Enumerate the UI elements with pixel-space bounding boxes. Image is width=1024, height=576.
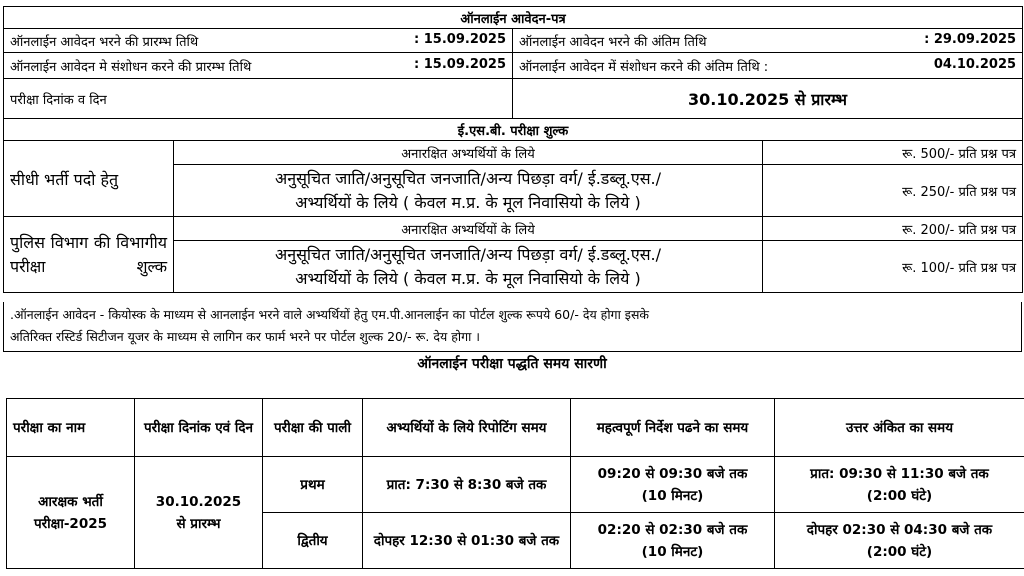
police-reserved-line-2: अभ्यर्थियों के लिये ( केवल म.प्र. के मूल निवासियो के लिये ) (295, 268, 641, 288)
exam-date (135, 457, 263, 569)
application-title: ऑनलाईन आवेदन-पत्र (4, 7, 1023, 29)
instructions-first-duration: (10 मिनट) (641, 487, 704, 504)
header-reporting: अभ्यर्थियों के लिये रिपोटिंग समय (363, 399, 571, 457)
correction-last-label: ऑनलाईन आवेदन में संशोधन करने की अंतिम तिथि : (519, 59, 769, 75)
police-unreserved-fee: रू. 200/- प्रति प्रश्न पत्र (763, 217, 1023, 241)
header-exam-date: परीक्षा दिनांक एवं दिन (135, 399, 263, 457)
table-row (7, 457, 1024, 513)
shift-second: द्वितीय (263, 513, 363, 569)
direct-reserved-fee: रू. 250/- प्रति प्रश्न पत्र (763, 165, 1023, 217)
correction-start-label: ऑनलाईन आवेदन मे संशोधन करने की प्रारम्भ तिथि (10, 59, 252, 75)
last-date-value: : 29.09.2025 (924, 31, 1017, 47)
instructions-second (571, 513, 775, 569)
direct-reserved-line-2: अभ्यर्थियों के लिये ( केवल म.प्र. के मूल निवासियो के लिये ) (295, 192, 641, 212)
police-unreserved-label: अनारक्षित अभ्यर्थियों के लिये (174, 217, 763, 241)
portal-fee-notice (3, 302, 1022, 352)
header-exam-name: परीक्षा का नाम (7, 399, 135, 457)
correction-last-cell (513, 53, 1023, 79)
police-reserved-fee: रू. 100/- प्रति प्रश्न पत्र (763, 241, 1023, 293)
direct-reserved-line-1: अनुसूचित जाति/अनुसूचित जनजाति/अन्य पिछड़ा वर्ग/ ई.डब्लू.एस./ (274, 168, 661, 188)
direct-reserved-label (174, 165, 763, 217)
shift-first: प्रथम (263, 457, 363, 513)
answer-second-time: दोपहर 02:30 से 04:30 बजे तक (806, 521, 993, 538)
correction-start-value: : 15.09.2025 (414, 56, 506, 72)
correction-last-value: 04.10.2025 (933, 56, 1017, 72)
exam-date-line-2: से प्रारम्भ (176, 515, 221, 532)
start-date-cell (4, 29, 513, 53)
exam-date-value: 30.10.2025 से प्रारम्भ (513, 79, 1023, 119)
exam-date-label: परीक्षा दिनांक व दिन (4, 79, 513, 119)
police-exam-label: पुलिस विभाग की विभागीय परीक्षा शुल्क (4, 217, 174, 293)
answer-first-time: प्रात: 09:30 से 11:30 बजे तक (810, 465, 989, 482)
notice-line-2: अतिरिक्त रस्टिर्ड सिटीजन यूजर के माध्यम से लागिन कर फार्म भरने पर पोर्टल शुल्क 20/- रू. देय होगा । (10, 329, 481, 344)
schedule-table (6, 398, 1024, 569)
instructions-second-duration: (10 मिनट) (641, 543, 704, 560)
start-date-value: : 15.09.2025 (414, 31, 506, 47)
exam-name: आरक्षक भर्ती परीक्षा-2025 (7, 457, 135, 569)
answer-first (775, 457, 1024, 513)
direct-unreserved-fee: रू. 500/- प्रति प्रश्न पत्र (763, 141, 1023, 165)
header-shift: परीक्षा की पाली (263, 399, 363, 457)
start-date-label: ऑनलाईन आवेदन भरने की प्रारम्भ तिथि (10, 34, 199, 50)
police-reserved-line-1: अनुसूचित जाति/अनुसूचित जनजाति/अन्य पिछड़ा वर्ग/ ई.डब्लू.एस./ (274, 244, 661, 264)
police-reserved-label (174, 241, 763, 293)
instructions-first-time: 09:20 से 09:30 बजे तक (597, 465, 748, 482)
answer-first-duration: (2:00 घंटे) (866, 487, 933, 504)
application-table (3, 6, 1023, 293)
answer-second-duration: (2:00 घंटे) (866, 543, 933, 560)
direct-unreserved-label: अनारक्षित अभ्यर्थियों के लिये (174, 141, 763, 165)
correction-start-cell (4, 53, 513, 79)
instructions-first (571, 457, 775, 513)
header-instructions: महत्वपूर्ण निर्देश पढने का समय (571, 399, 775, 457)
header-answer: उत्तर अंकित का समय (775, 399, 1024, 457)
notice-line-1: .ऑनलाईन आवेदन - कियोस्क के माध्यम से आनलाईन भरने वाले अभ्यर्थियों हेतु एम.पी.आनलाईन का पोर्टल शुल्क रूपये 60/- देय होगा इसके (10, 307, 649, 322)
answer-second (775, 513, 1024, 569)
last-date-cell (513, 29, 1023, 53)
fees-title: ई.एस.बी. परीक्षा शुल्क (4, 119, 1023, 141)
instructions-second-time: 02:20 से 02:30 बजे तक (597, 521, 748, 538)
last-date-label: ऑनलाईन आवेदन भरने की अंतिम तिथि (519, 34, 707, 50)
reporting-first: प्रात: 7:30 से 8:30 बजे तक (363, 457, 571, 513)
schedule-title: ऑनलाईन परीक्षा पद्धति समय सारणी (417, 356, 607, 372)
exam-date-line-1: 30.10.2025 (155, 493, 242, 510)
reporting-second: दोपहर 12:30 से 01:30 बजे तक (363, 513, 571, 569)
direct-recruitment-label: सीधी भर्ती पदो हेतु (4, 141, 174, 217)
